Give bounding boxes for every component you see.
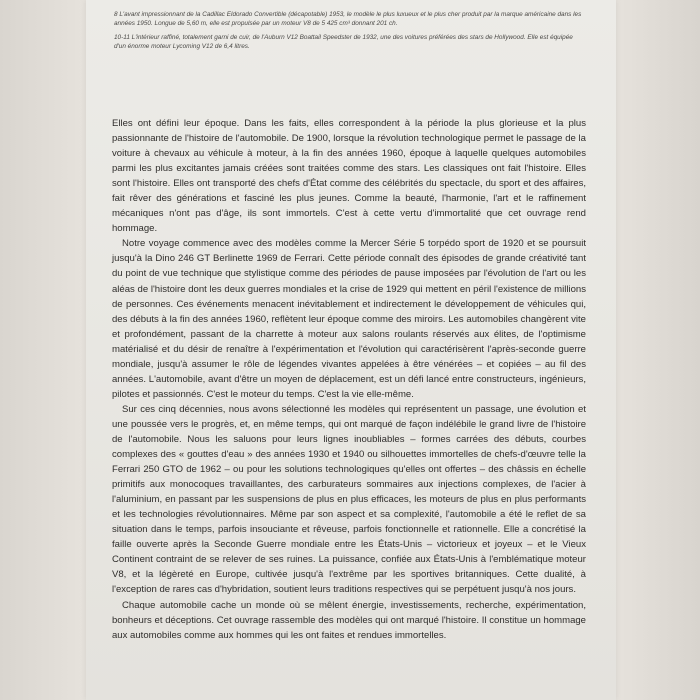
- body-paragraph-1: Elles ont défini leur époque. Dans les faits, elles correspondent à la période la plus glorieuse et la plus passionnante de l'histoire de l'automobile. De 1900, lorsque la révolution technologique permet le passage de la voiture à chevaux au véhicule à moteur, à la fin des années 1960, époque à laquelle quelques automobiles parmi les plus excitantes jamais créées sont traitées comme des stars. Les classiques ont fait l'histoire. Elles sont l'histoire. Elles ont transporté des chefs d'État comme des célébrités du spectacle, du sport et des affaires, fait rêver des générations et fasciné les plus jeunes. Comme la beauté, l'harmonie, l'art et le raffinement mécaniques n'ont pas d'âge, ils sont immortels. C'est à cette vertu d'immortalité que cet ouvrage rend hommage.: [112, 118, 586, 235]
- body-paragraph-3: Sur ces cinq décennies, nous avons sélectionné les modèles qui représentent un passage, une évolution et une poussée vers le progrès, et, en même temps, qui ont marqué de façon indélébile le grand livre de l'histoire de l'automobile. Nous les saluons pour leurs lignes inoubliables – formes carrées des débuts, courbes complexes des « gouttes d'eau » des années 1930 et 1940 ou silhouettes immortelles de chefs-d'œuvre telle la Ferrari 250 GTO de 1962 – ou pour les solutions technologiques qu'elles ont offertes – des châssis en échelle primitifs aux monocoques travaillantes, des carburateurs sommaires aux injections complexes, de l'acier à l'aluminium, en passant par les suspensions de plus en plus efficaces, les moteurs de plus en plus performants et les technologies révolutionnaires. Même par son aspect et sa complexité, l'automobile a été le reflet de sa situation dans le temps, parfois insouciante et rêveuse, parfois fonctionnelle et rationnelle. Elle a concrétisé la faille ouverte après la Seconde Guerre mondiale entre les États-Unis – victorieux et joyeux – et le Vieux Continent contraint de se relever de ses ruines. La puissance, confiée aux États-Unis à l'emblématique moteur V8, et la légèreté en Europe, cultivée jusqu'à l'extrême par les sportives britanniques. Cette dualité, à l'exception de rares cas d'hybridation, soutient leurs traditions respectives qui se perpétuent jusqu'à nos jours.: [112, 403, 586, 596]
- caption-auburn-v12: 10-11 L'intérieur raffiné, totalement garni de cuir, de l'Auburn V12 Boattail Speedster de 1932, une des voitures préférées des stars de Hollywood. Elle est équipée d'un énorme moteur Lycoming V12 de 6,4 litres.: [114, 34, 573, 50]
- photo-captions: [114, 10, 584, 56]
- body-paragraph-4: Chaque automobile cache un monde où se mêlent énergie, investissements, recherche, expérimentation, bonheurs et déceptions. Cet ouvrage rassemble des modèles qui ont marqué l'histoire. Il constitue un hommage aux automobiles comme aux hommes qui les ont faites et rendues immortelles.: [112, 599, 586, 641]
- main-text: [112, 116, 586, 643]
- caption-cadillac-eldorado: 8 L'avant impressionnant de la Cadillac Eldorado Convertible (décapotable) 1953, le modèle le plus luxueux et le plus cher produit par la marque américaine dans les années 1950. Longue de 5,60 m, elle est propulsée par un moteur V8 de 5 425 cm³ donnant 201 ch.: [114, 11, 582, 27]
- body-paragraph-2: Notre voyage commence avec des modèles comme la Mercer Série 5 torpédo sport de 1920 et se poursuit jusqu'à la Dino 246 GT Berlinette 1969 de Ferrari. Cette période connaît des épisodes de grande créativité tant du point de vue technique que stylistique comme des périodes de pause imposées par l'évolution de l'art ou les aléas de l'histoire dont les deux guerres mondiales et la crise de 1929 qui mettent en péril l'existence de millions de personnes. Ces événements menacent inévitablement et indirectement le développement de véhicules qui, des débuts à la fin des années 1960, reflètent leur époque comme des miroirs. Les automobiles changèrent vite et profondément, passant de la charrette à moteur aux salons roulants réservés aux élites, de l'optimisme matérialisé et du désir de renaître à l'expérimentation et l'évolution qui caractérisèrent l'après-seconde guerre mondiale, jusqu'à assumer le rôle de légendes vivantes appelées à être vénérées – et copiées – au fil des années. L'automobile, avant d'être un moyen de déplacement, est un défi lancé entre constructeurs, ingénieurs, pilotes et passionnés. C'est le moteur du temps. C'est la vie elle-même.: [112, 238, 586, 400]
